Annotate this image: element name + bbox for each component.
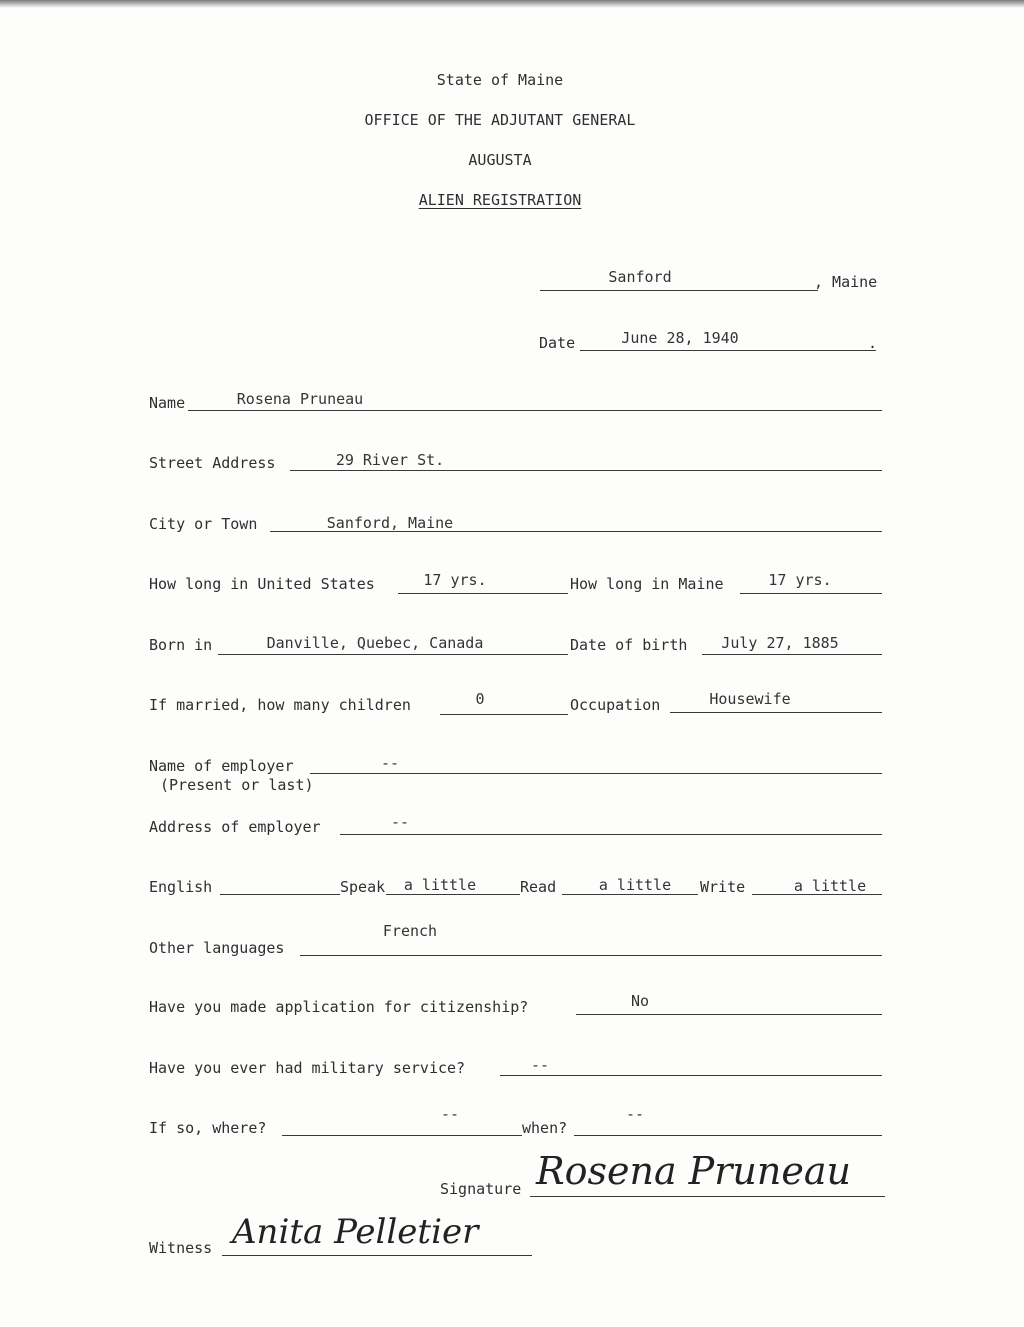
name-line (188, 410, 882, 411)
write-value: a little (793, 877, 867, 895)
witness-label: Witness (149, 1239, 213, 1257)
employer-address-value: -- (390, 813, 410, 831)
city-heading: AUGUSTA (468, 151, 532, 169)
other-languages-label: Other languages (149, 939, 285, 957)
date-of-birth-value: July 27, 1885 (721, 634, 839, 652)
years-in-us-label: How long in United States (149, 575, 375, 593)
citizenship-label: Have you made application for citizenship? (149, 998, 529, 1016)
when-value: -- (625, 1105, 645, 1123)
english-line (220, 894, 340, 895)
city-value: Sanford, Maine (326, 514, 454, 532)
employer-name-line (310, 773, 882, 774)
years-in-maine-label: How long in Maine (570, 575, 724, 593)
military-value: -- (530, 1056, 550, 1074)
years-in-us-line (398, 593, 568, 594)
where-value: -- (440, 1105, 460, 1123)
speak-label: Speak (340, 878, 386, 896)
occupation-value: Housewife (709, 690, 791, 708)
other-languages-value: French (382, 922, 438, 940)
english-label: English (149, 878, 213, 896)
born-in-label: Born in (149, 636, 213, 654)
speak-line (386, 894, 520, 895)
citizenship-value: No (630, 992, 650, 1010)
years-in-maine-line (740, 593, 882, 594)
read-label: Read (520, 878, 557, 896)
city-label: City or Town (149, 515, 258, 533)
read-line (562, 894, 698, 895)
occupation-line (670, 712, 882, 713)
write-label: Write (700, 878, 746, 896)
military-line (500, 1075, 882, 1076)
children-value: 0 (475, 690, 485, 708)
children-label: If married, how many children (149, 696, 411, 714)
date-of-birth-label: Date of birth (570, 636, 688, 654)
state-heading: State of Maine (436, 71, 564, 89)
office-heading: OFFICE OF THE ADJUTANT GENERAL (364, 111, 636, 129)
date-value: June 28, 1940 (621, 329, 739, 347)
where-line (282, 1135, 522, 1136)
when-line (574, 1135, 882, 1136)
place-value: Sanford (608, 268, 672, 286)
signature-line (530, 1196, 885, 1197)
date-of-birth-line (702, 654, 882, 655)
employer-name-label: Name of employer (149, 757, 294, 775)
name-value: Rosena Pruneau (236, 390, 364, 408)
witness-line (222, 1255, 532, 1256)
date-line (580, 350, 876, 351)
employer-name-sublabel: (Present or last) (160, 776, 314, 794)
place-line (540, 290, 818, 291)
street-address-value: 29 River St. (335, 451, 445, 469)
name-label: Name (149, 394, 186, 412)
occupation-label: Occupation (570, 696, 661, 714)
born-in-value: Danville, Quebec, Canada (266, 634, 484, 652)
read-value: a little (598, 876, 672, 894)
when-label: when? (522, 1119, 568, 1137)
speak-value: a little (403, 876, 477, 894)
children-line (440, 714, 568, 715)
born-in-line (218, 654, 568, 655)
where-label: If so, where? (149, 1119, 267, 1137)
employer-address-line (340, 834, 882, 835)
employer-address-label: Address of employer (149, 818, 321, 836)
other-languages-line (300, 955, 882, 956)
military-label: Have you ever had military service? (149, 1059, 466, 1077)
years-in-us-value: 17 yrs. (423, 571, 487, 589)
street-address-line (290, 470, 882, 471)
street-address-label: Street Address (149, 454, 276, 472)
date-label: Date (539, 334, 576, 352)
signature-label: Signature (440, 1180, 522, 1198)
years-in-maine-value: 17 yrs. (768, 571, 832, 589)
citizenship-line (576, 1014, 882, 1015)
place-suffix: , Maine (814, 273, 878, 291)
signature-handwriting: Rosena Pruneau (536, 1149, 851, 1193)
employer-name-value: -- (380, 754, 400, 772)
witness-handwriting: Anita Pelletier (232, 1212, 479, 1252)
form-title: ALIEN REGISTRATION (418, 191, 582, 209)
date-end-mark: . (868, 334, 878, 352)
